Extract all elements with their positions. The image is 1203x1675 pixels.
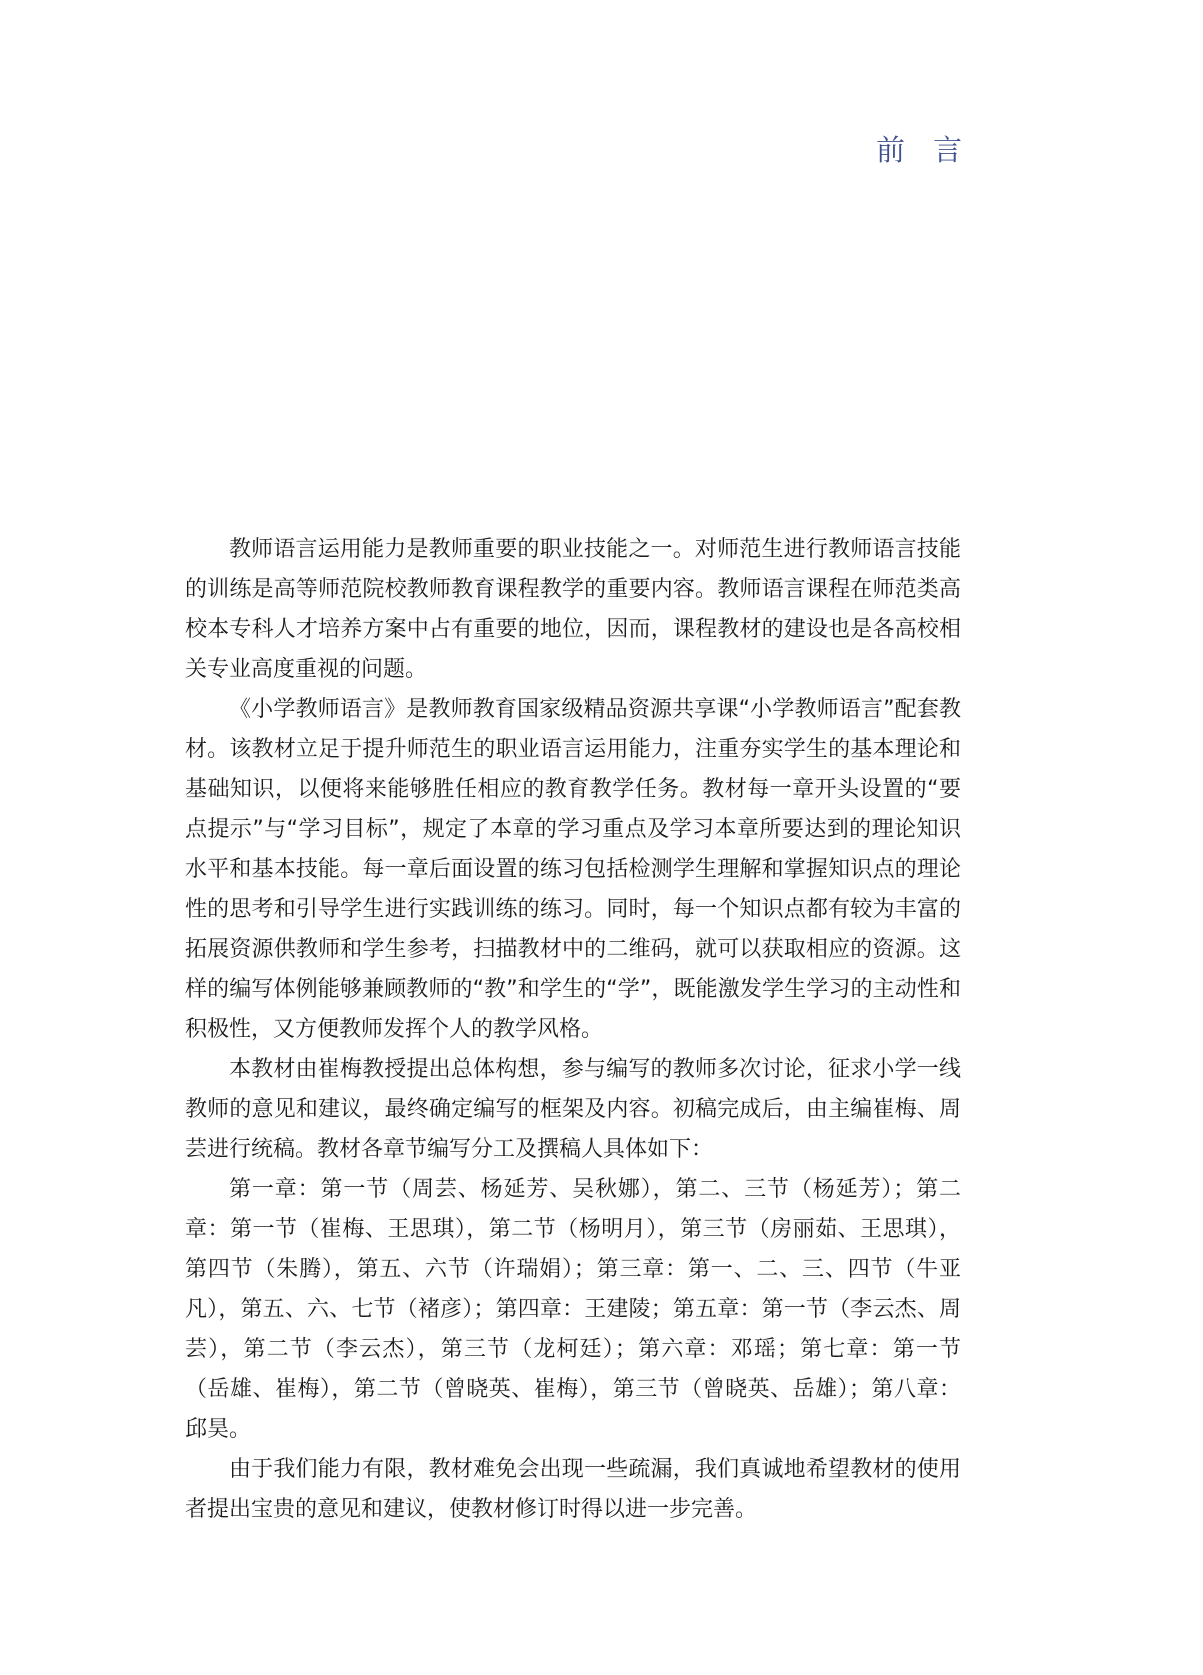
paragraph-compilation: 本教材由崔梅教授提出总体构想，参与编写的教师多次讨论，征求小学一线教师的意见和建议，最终确定编写的框架及内容。初稿完成后，由主编崔梅、周芸进行统稿。教材各章节编写分工及撰稿人具体如下： xyxy=(185,1057,961,1162)
paragraph-intro: 教师语言运用能力是教师重要的职业技能之一。对师范生进行教师语言技能的训练是高等师范院校教师教育课程教学的重要内容。教师语言课程在师范类高校本专科人才培养方案中占有重要的地位，因而，课程教材的建设也是各高校相关专业高度重视的问题。 xyxy=(185,537,961,682)
page-title: 前言 xyxy=(875,133,990,167)
paragraph-author-division: 第一章：第一节（周芸、杨延芳、吴秋娜），第二、三节（杨延芳）；第二章：第一节（崔梅、王思琪），第二节（杨明月），第三节（房丽茹、王思琪），第四节（朱腾），第五、六节（许瑞娟）；第三章：第一、二、三、四节（牛亚凡），第五、六、七节（褚彦）；第四章：王建陵；第五章：第一节（李云杰、周芸），第二节（李云杰），第三节（龙柯廷）；第六章：邓瑶；第七章：第一节（岳雄、崔梅），第二节（曾晓英、崔梅），第三节（曾晓英、岳雄）；第八章：邱昊。 xyxy=(185,1177,961,1442)
preface-body xyxy=(185,530,961,1530)
paragraph-textbook-description: 《小学教师语言》是教师教育国家级精品资源共享课“小学教师语言”配套教材。该教材立足于提升师范生的职业语言运用能力，注重夯实学生的基本理论和基础知识，以便将来能够胜任相应的教育教学任务。教材每一章开头设置的“要点提示”与“学习目标”，规定了本章的学习重点及学习本章所要达到的理论知识水平和基本技能。每一章后面设置的练习包括检测学生理解和掌握知识点的理论性的思考和引导学生进行实践训练的练习。同时，每一个知识点都有较为丰富的拓展资源供教师和学生参考，扫描教材中的二维码，就可以获取相应的资源。这样的编写体例能够兼顾教师的“教”和学生的“学”，既能激发学生学习的主动性和积极性，又方便教师发挥个人的教学风格。 xyxy=(185,697,961,1042)
paragraph-closing: 由于我们能力有限，教材难免会出现一些疏漏，我们真诚地希望教材的使用者提出宝贵的意见和建议，使教材修订时得以进一步完善。 xyxy=(185,1457,961,1522)
